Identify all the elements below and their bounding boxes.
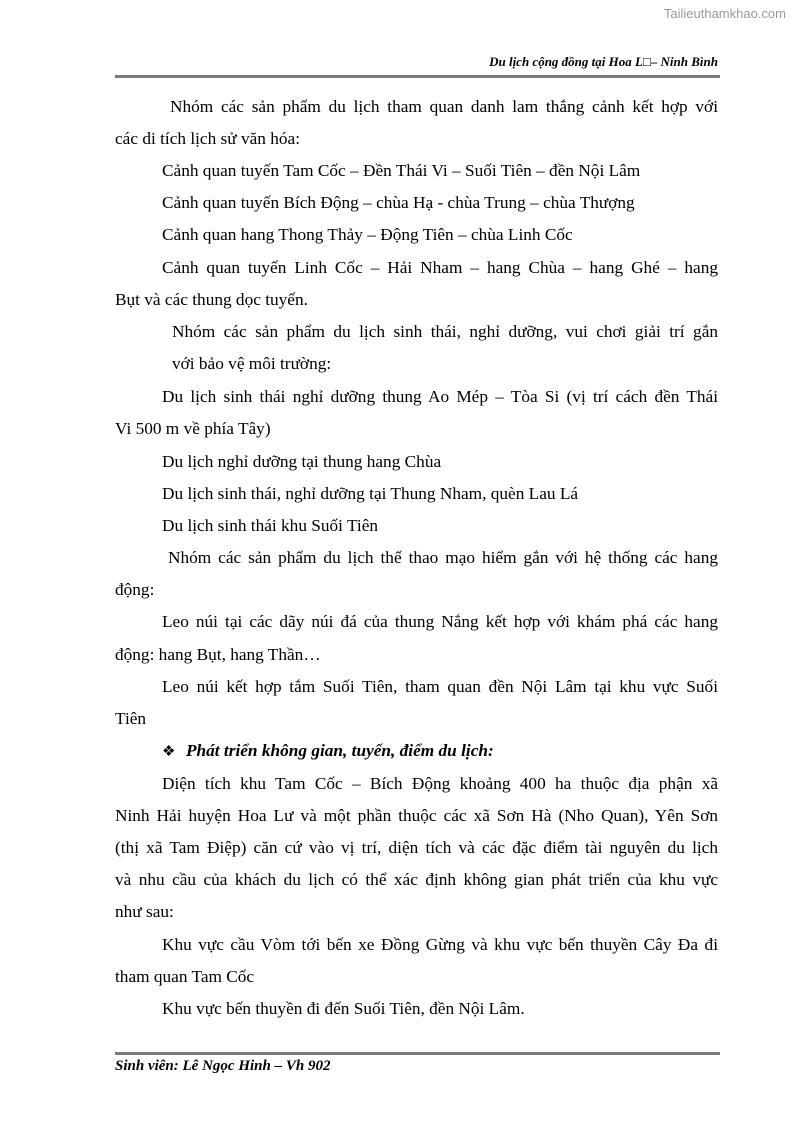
- text-line: Cảnh quan tuyến Linh Cốc – Hải Nham – hang Chùa – hang Ghé – hang: [162, 258, 718, 277]
- text-line: Du lịch sinh thái khu Suối Tiên: [162, 516, 379, 535]
- text-line: Nhóm các sản phẩm du lịch tham quan danh lam thắng cảnh kết hợp với: [170, 97, 718, 116]
- text-line: Nhóm các sản phẩm du lịch sinh thái, nghỉ dưỡng, vui chơi giải trí gắn: [172, 322, 718, 341]
- text-line: Du lịch sinh thái, nghỉ dưỡng tại Thung Nham, quèn Lau Lá: [162, 484, 579, 503]
- text-line: động:: [115, 580, 155, 599]
- text-line: với bảo vệ môi trường:: [172, 354, 332, 373]
- text-line: Khu vực cầu Vòm tới bến xe Đồng Gừng và khu vực bến thuyền Cây Đa đi: [162, 935, 718, 954]
- text-line: Leo núi tại các dãy núi đá của thung Nắng kết hợp với khám phá các hang: [162, 612, 718, 631]
- text-line: Tiên: [115, 709, 147, 728]
- text-line: Khu vực bến thuyền đi đến Suối Tiên, đền Nội Lâm.: [162, 999, 525, 1018]
- text-line: (thị xã Tam Điệp) căn cứ vào vị trí, diện tích và các đặc điểm tài nguyên du lịch: [115, 838, 718, 857]
- text-line: Du lịch sinh thái nghỉ dưỡng thung Ao Mép – Tòa Si (vị trí cách đền Thái: [162, 387, 718, 406]
- section-heading: Phát triển không gian, tuyến, điểm du lịch:: [186, 741, 494, 760]
- text-line: Ninh Hải huyện Hoa Lư và một phần thuộc các xã Sơn Hà (Nho Quan), Yên Sơn: [115, 806, 718, 825]
- text-line: Diện tích khu Tam Cốc – Bích Động khoảng 400 ha thuộc địa phận xã: [162, 774, 718, 793]
- text-line: như sau:: [115, 902, 174, 921]
- text-line: Leo núi kết hợp tắm Suối Tiên, tham quan đền Nội Lâm tại khu vực Suối: [162, 677, 718, 696]
- text-line: Nhóm các sản phẩm du lịch thể thao mạo hiểm gắn với hệ thống các hang: [168, 548, 718, 567]
- header-rule: [115, 75, 720, 78]
- footer-rule: [115, 1052, 720, 1055]
- text-line: Cảnh quan tuyến Bích Động – chùa Hạ - chùa Trung – chùa Thượng: [162, 193, 635, 212]
- text-line: Cảnh quan tuyến Tam Cốc – Đền Thái Vi – Suối Tiên – đền Nội Lâm: [162, 161, 641, 180]
- text-line: Vi 500 m về phía Tây): [115, 419, 271, 438]
- text-line: các di tích lịch sử văn hóa:: [115, 129, 300, 148]
- watermark: Tailieuthamkhao.com: [663, 6, 786, 21]
- text-line: tham quan Tam Cốc: [115, 967, 255, 986]
- text-line: động: hang Bụt, hang Thần…: [115, 645, 321, 664]
- diamond-bullet-icon: ❖: [162, 744, 176, 760]
- running-footer: Sinh viên: Lê Ngọc Hinh – Vh 902: [115, 1058, 331, 1074]
- text-line: Bụt và các thung dọc tuyến.: [115, 290, 308, 309]
- text-line: Cảnh quan hang Thong Thảy – Động Tiên – chùa Linh Cốc: [162, 225, 573, 244]
- running-header: Du lịch cộng đồng tại Hoa L□– Ninh Bình: [489, 54, 718, 69]
- text-line: và nhu cầu của khách du lịch có thể xác định không gian phát triển của khu vực: [115, 870, 718, 889]
- text-line: Du lịch nghỉ dưỡng tại thung hang Chùa: [162, 452, 442, 471]
